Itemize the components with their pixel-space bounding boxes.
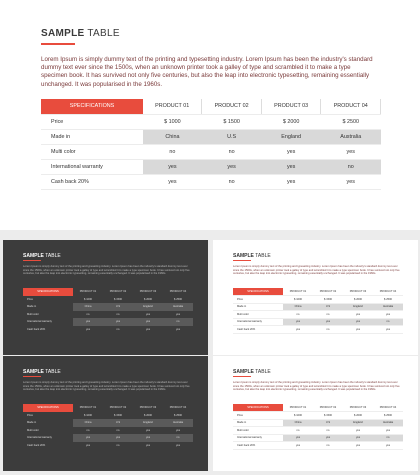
- product-header: PRODUCT 04: [169, 406, 187, 410]
- thumb-title: SAMPLE TABLE: [233, 253, 271, 259]
- product-header: PRODUCT 03: [343, 404, 373, 412]
- table-cell: $ 1000: [84, 413, 92, 417]
- product-header: PRODUCT 04: [321, 99, 381, 114]
- table-cell: no: [313, 427, 343, 435]
- table-cell: no: [86, 312, 90, 316]
- product-header: PRODUCT 02: [202, 99, 262, 114]
- table-cell: yes: [143, 159, 202, 174]
- thumb-paragraph: Lorem Ipsum is simply dummy text of the printing and typesetting industry. Lorem Ipsum has been the industry's standard dummy text ever since the 1500s, when an unknown printer took a galley of type and scrambled it to make a type specimen book. It has survived not only five centuries, but also the leap into electronic typesetting, remaining essentially unchanged. It was popularised in the 1960s.: [233, 265, 400, 275]
- thumb-underline: [233, 376, 251, 377]
- row-label: International warranty: [233, 318, 283, 326]
- table-cell: yes: [175, 443, 181, 447]
- table-cell: China: [283, 419, 313, 427]
- table-cell: yes: [343, 427, 373, 435]
- table-row: [23, 442, 193, 450]
- table-cell: $ 2000: [343, 296, 373, 304]
- thumb-header-row: [233, 288, 403, 296]
- table-row: [23, 434, 193, 442]
- row-label: Made in: [27, 305, 37, 309]
- table-row: [23, 412, 193, 420]
- table-cell: yes: [283, 434, 313, 442]
- row-label: Price: [233, 412, 283, 420]
- spec-header: SPECIFICATIONS: [23, 404, 73, 412]
- spec-header: SPECIFICATIONS: [233, 288, 283, 296]
- product-header: PRODUCT 01: [79, 290, 97, 294]
- spec-table: [41, 99, 381, 190]
- table-cell: yes: [175, 327, 181, 331]
- table-cell: yes: [133, 434, 163, 442]
- table-cell: yes: [343, 434, 373, 442]
- row-label: Cash back 20%: [41, 174, 143, 189]
- row-label: Made in: [233, 419, 283, 427]
- table-row: [23, 427, 193, 435]
- table-cell: Australia: [163, 419, 193, 427]
- product-header: PRODUCT 03: [139, 290, 157, 294]
- thumb-header-row: [23, 404, 193, 412]
- table-row: [233, 311, 403, 319]
- product-header: PRODUCT 02: [109, 290, 127, 294]
- table-row: [23, 326, 193, 334]
- thumb-paragraph: Lorem Ipsum is simply dummy text of the printing and typesetting industry. Lorem Ipsum has been the industry's standard dummy text ever since the 1500s, when an unknown printer took a galley of type and scrambled it to make a type specimen book. It has survived not only five centuries, but also the leap into electronic typesetting, remaining essentially unchanged. It was popularised in the 1960s.: [23, 265, 190, 275]
- title-underline: [41, 43, 75, 45]
- table-cell: $ 1500: [313, 412, 343, 420]
- row-label: Multi color: [27, 428, 39, 432]
- table-cell: $ 1500: [114, 413, 122, 417]
- table-cell: $ 2000: [144, 413, 152, 417]
- table-cell: no: [202, 174, 262, 189]
- table-row: [23, 318, 193, 326]
- table-cell: yes: [175, 428, 181, 432]
- table-cell: Australia: [373, 303, 403, 311]
- table-cell: yes: [261, 159, 321, 174]
- table-cell: no: [143, 144, 202, 159]
- row-label: Price: [27, 413, 33, 417]
- table-cell: no: [283, 427, 313, 435]
- slide-thumbnail-light[interactable]: [213, 240, 418, 355]
- table-cell: $ 1000: [84, 297, 92, 301]
- thumb-table: [233, 288, 403, 334]
- table-row: [233, 427, 403, 435]
- thumb-title: SAMPLE TABLE: [233, 369, 271, 375]
- table-cell: yes: [145, 312, 151, 316]
- product-header: PRODUCT 01: [143, 99, 202, 114]
- table-cell: yes: [145, 327, 151, 331]
- table-cell: yes: [261, 144, 321, 159]
- table-cell: China: [73, 419, 103, 427]
- row-label: Made in: [233, 303, 283, 311]
- table-cell: U.S: [202, 129, 262, 144]
- thumb-header-row: [23, 288, 193, 296]
- row-label: Multi color: [27, 312, 39, 316]
- table-cell: yes: [73, 318, 103, 326]
- table-cell: Australia: [373, 419, 403, 427]
- table-row: [23, 311, 193, 319]
- row-label: International warranty: [41, 159, 143, 174]
- table-cell: $ 1500: [114, 297, 122, 301]
- thumb-table: [23, 404, 193, 449]
- table-row: [233, 434, 403, 442]
- row-label: Cash back 20%: [233, 442, 283, 450]
- table-cell: China: [283, 303, 313, 311]
- thumb-table: [233, 404, 403, 450]
- table-cell: no: [321, 159, 381, 174]
- table-cell: yes: [343, 442, 373, 450]
- row-label: International warranty: [27, 320, 52, 324]
- table-cell: yes: [103, 434, 133, 442]
- table-cell: Australia: [163, 303, 193, 311]
- product-header: PRODUCT 03: [139, 406, 157, 410]
- table-cell: yes: [313, 318, 343, 326]
- table-cell: England: [261, 129, 321, 144]
- main-slide: [0, 0, 420, 230]
- table-cell: yes: [175, 312, 181, 316]
- table-cell: no: [116, 327, 120, 331]
- table-cell: yes: [373, 442, 403, 450]
- thumb-title: SAMPLE TABLE: [23, 253, 61, 259]
- table-cell: $ 2000: [343, 412, 373, 420]
- table-cell: $ 1000: [283, 412, 313, 420]
- thumb-underline: [23, 376, 41, 377]
- table-cell: no: [313, 326, 343, 334]
- table-cell: no: [163, 434, 193, 442]
- table-cell: yes: [202, 159, 262, 174]
- table-cell: yes: [283, 326, 313, 334]
- table-cell: no: [373, 434, 403, 442]
- table-cell: $ 2000: [144, 297, 152, 301]
- table-header-row: [41, 99, 381, 114]
- slide-thumbnail-light[interactable]: [213, 356, 418, 471]
- table-cell: no: [373, 318, 403, 326]
- table-cell: yes: [85, 443, 91, 447]
- table-cell: China: [143, 129, 202, 144]
- table-cell: $ 1500: [313, 296, 343, 304]
- table-row: [233, 318, 403, 326]
- thumb-header-row: [233, 404, 403, 412]
- table-row: [233, 419, 403, 427]
- table-row: [233, 326, 403, 334]
- product-header: PRODUCT 02: [313, 288, 343, 296]
- table-cell: $ 2500: [321, 114, 381, 129]
- product-header: PRODUCT 02: [313, 404, 343, 412]
- table-cell: $ 1000: [283, 296, 313, 304]
- table-cell: no: [116, 312, 120, 316]
- row-label: Price: [233, 296, 283, 304]
- table-cell: England: [133, 303, 163, 311]
- table-cell: $ 2500: [174, 297, 182, 301]
- table-row: [41, 144, 381, 159]
- table-row: [23, 296, 193, 304]
- table-cell: yes: [283, 442, 313, 450]
- product-header: PRODUCT 02: [109, 406, 127, 410]
- thumb-underline: [233, 260, 251, 261]
- product-header: PRODUCT 01: [79, 406, 97, 410]
- table-cell: yes: [373, 311, 403, 319]
- row-label: Multi color: [233, 427, 283, 435]
- slide-title: SAMPLE TABLE: [41, 28, 120, 39]
- spec-header: SPECIFICATIONS: [23, 288, 73, 296]
- row-label: Multi color: [233, 311, 283, 319]
- table-cell: yes: [343, 311, 373, 319]
- table-cell: China: [73, 303, 103, 311]
- table-cell: no: [116, 443, 120, 447]
- table-cell: U.S: [313, 419, 343, 427]
- slide-thumbnail-dark[interactable]: [3, 240, 208, 355]
- product-header: PRODUCT 03: [261, 99, 321, 114]
- table-cell: yes: [313, 434, 343, 442]
- table-row: [233, 303, 403, 311]
- row-label: Price: [41, 114, 143, 129]
- row-label: International warranty: [233, 434, 283, 442]
- table-row: [233, 296, 403, 304]
- table-cell: $ 2500: [373, 412, 403, 420]
- table-cell: U.S: [103, 419, 133, 427]
- table-cell: no: [283, 311, 313, 319]
- slide-thumbnail-dark[interactable]: [3, 356, 208, 471]
- table-cell: $ 1000: [143, 114, 202, 129]
- table-cell: Australia: [321, 129, 381, 144]
- table-row: [41, 129, 381, 144]
- table-cell: yes: [85, 327, 91, 331]
- product-header: PRODUCT 04: [373, 404, 403, 412]
- spec-header: SPECIFICATIONS: [41, 99, 143, 114]
- table-cell: no: [116, 428, 120, 432]
- product-header: PRODUCT 03: [343, 288, 373, 296]
- table-cell: no: [86, 428, 90, 432]
- product-header: PRODUCT 04: [373, 288, 403, 296]
- table-cell: $ 2500: [373, 296, 403, 304]
- table-row: [233, 412, 403, 420]
- thumb-table: [23, 288, 193, 333]
- table-cell: yes: [283, 318, 313, 326]
- table-cell: yes: [133, 318, 163, 326]
- table-cell: yes: [145, 443, 151, 447]
- table-cell: no: [313, 442, 343, 450]
- table-cell: yes: [261, 174, 321, 189]
- table-cell: U.S: [103, 303, 133, 311]
- row-label: Cash back 20%: [233, 326, 283, 334]
- row-label: Multi color: [41, 144, 143, 159]
- table-row: [23, 419, 193, 427]
- table-row: [41, 174, 381, 189]
- table-cell: yes: [343, 318, 373, 326]
- table-cell: yes: [321, 144, 381, 159]
- table-cell: yes: [373, 427, 403, 435]
- thumb-paragraph: Lorem Ipsum is simply dummy text of the printing and typesetting industry. Lorem Ipsum has been the industry's standard dummy text ever since the 1500s, when an unknown printer took a galley of type and scrambled it to make a type specimen book. It has survived not only five centuries, but also the leap into electronic typesetting, remaining essentially unchanged. It was popularised in the 1960s.: [233, 381, 400, 391]
- table-cell: U.S: [313, 303, 343, 311]
- intro-paragraph: Lorem Ipsum is simply dummy text of the printing and typesetting industry. Lorem Ipsum has been the industry's standard dummy text ever since the 1500s, when an unknown printer took a galley of type and scrambled it to make a type specimen book. It has survived not only five centuries, but also the leap into electronic typesetting, remaining essentially unchanged. It was popularised in the 1960s.: [41, 56, 373, 88]
- table-cell: no: [313, 311, 343, 319]
- row-label: International warranty: [27, 436, 52, 440]
- table-cell: $ 2500: [174, 413, 182, 417]
- table-cell: yes: [103, 318, 133, 326]
- row-label: Cash back 20%: [27, 327, 46, 331]
- product-header: PRODUCT 01: [283, 288, 313, 296]
- row-label: Cash back 20%: [27, 443, 46, 447]
- table-cell: no: [202, 144, 262, 159]
- table-cell: England: [133, 419, 163, 427]
- table-cell: England: [343, 419, 373, 427]
- table-cell: $ 1500: [202, 114, 262, 129]
- table-row: [23, 303, 193, 311]
- table-cell: yes: [373, 326, 403, 334]
- table-row: [41, 159, 381, 174]
- table-cell: yes: [343, 326, 373, 334]
- table-cell: England: [343, 303, 373, 311]
- spec-header: SPECIFICATIONS: [233, 404, 283, 412]
- thumb-title: SAMPLE TABLE: [23, 369, 61, 375]
- table-cell: yes: [321, 174, 381, 189]
- thumb-underline: [23, 260, 41, 261]
- table-cell: no: [163, 318, 193, 326]
- table-cell: yes: [145, 428, 151, 432]
- table-row: [41, 114, 381, 129]
- row-label: Made in: [41, 129, 143, 144]
- product-header: PRODUCT 01: [283, 404, 313, 412]
- table-cell: $ 2000: [261, 114, 321, 129]
- row-label: Made in: [27, 421, 37, 425]
- product-header: PRODUCT 04: [169, 290, 187, 294]
- table-row: [233, 442, 403, 450]
- row-label: Price: [27, 297, 33, 301]
- table-cell: yes: [143, 174, 202, 189]
- table-cell: yes: [73, 434, 103, 442]
- thumb-paragraph: Lorem Ipsum is simply dummy text of the printing and typesetting industry. Lorem Ipsum has been the industry's standard dummy text ever since the 1500s, when an unknown printer took a galley of type and scrambled it to make a type specimen book. It has survived not only five centuries, but also the leap into electronic typesetting, remaining essentially unchanged. It was popularised in the 1960s.: [23, 381, 190, 391]
